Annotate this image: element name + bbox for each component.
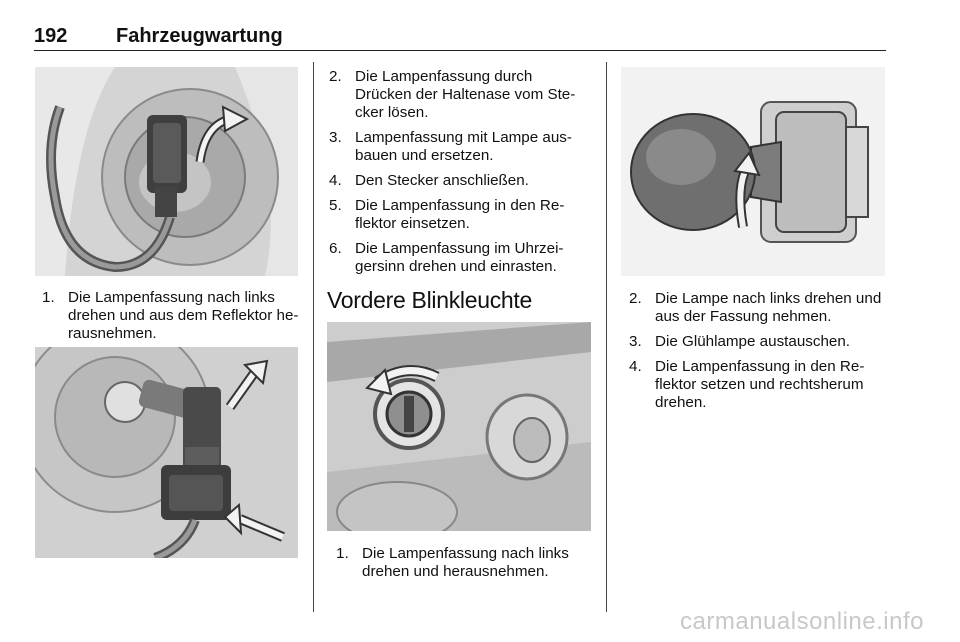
step-number: 4.: [329, 172, 342, 189]
step-number: 3.: [329, 129, 342, 146]
step-number: 5.: [329, 197, 342, 214]
column-divider: [313, 62, 314, 612]
figure-bulb-in-holder: [621, 67, 885, 276]
section-title: Vordere Blinkleuchte: [327, 287, 532, 313]
column-divider: [606, 62, 607, 612]
step-list: [42, 289, 304, 350]
turn-signal-illustration: [327, 322, 591, 531]
list-item: [329, 197, 591, 233]
step-text: Die Lampenfassung durch Drücken der Haltenase vom Ste-cker lösen.: [355, 68, 576, 121]
step-text: Den Stecker anschließen.: [355, 172, 529, 189]
step-text: Lampenfassung mit Lampe aus-bauen und ersetzen.: [355, 129, 572, 164]
list-item: [629, 358, 891, 412]
step-text: Die Lampenfassung nach links drehen und herausnehmen.: [362, 545, 569, 580]
step-number: 1.: [336, 545, 349, 562]
list-item: [329, 240, 591, 276]
lamp-holder-illustration: [35, 67, 298, 276]
chapter-title: Fahrzeugwartung: [116, 25, 283, 47]
connector-illustration: [35, 347, 298, 558]
step-number: 2.: [329, 68, 342, 85]
step-number: 4.: [629, 358, 642, 375]
step-list: [329, 68, 591, 283]
list-item: [42, 289, 304, 343]
step-list: [336, 545, 598, 588]
figure-lamp-holder-connector: [35, 67, 298, 276]
figure-unplug-connector: [35, 347, 298, 558]
step-text: Die Lampenfassung in den Re-flektor setzen und rechtsherum drehen.: [655, 358, 865, 411]
list-item: [336, 545, 598, 581]
step-text: Die Lampenfassung nach links drehen und aus dem Reflektor he-rausnehmen.: [68, 289, 299, 342]
list-item: [629, 290, 891, 326]
step-number: 2.: [629, 290, 642, 307]
step-text: Die Lampenfassung in den Re-flektor einsetzen.: [355, 197, 565, 232]
step-text: Die Lampenfassung im Uhrzei-gersinn drehen und einrasten.: [355, 240, 564, 275]
step-number: 3.: [629, 333, 642, 350]
list-item: [329, 68, 591, 122]
bulb-illustration: [621, 67, 885, 276]
step-list: [629, 290, 891, 419]
list-item: [629, 333, 891, 351]
step-number: 6.: [329, 240, 342, 257]
watermark: carmanualsonline.info: [680, 608, 924, 635]
page-number: 192: [34, 25, 68, 47]
figure-turn-signal-holder: [327, 322, 591, 531]
step-text: Die Lampe nach links drehen und aus der Fassung nehmen.: [655, 290, 882, 325]
list-item: [329, 172, 591, 190]
step-number: 1.: [42, 289, 55, 306]
list-item: [329, 129, 591, 165]
step-text: Die Glühlampe austauschen.: [655, 333, 851, 350]
page-header: [34, 22, 886, 51]
